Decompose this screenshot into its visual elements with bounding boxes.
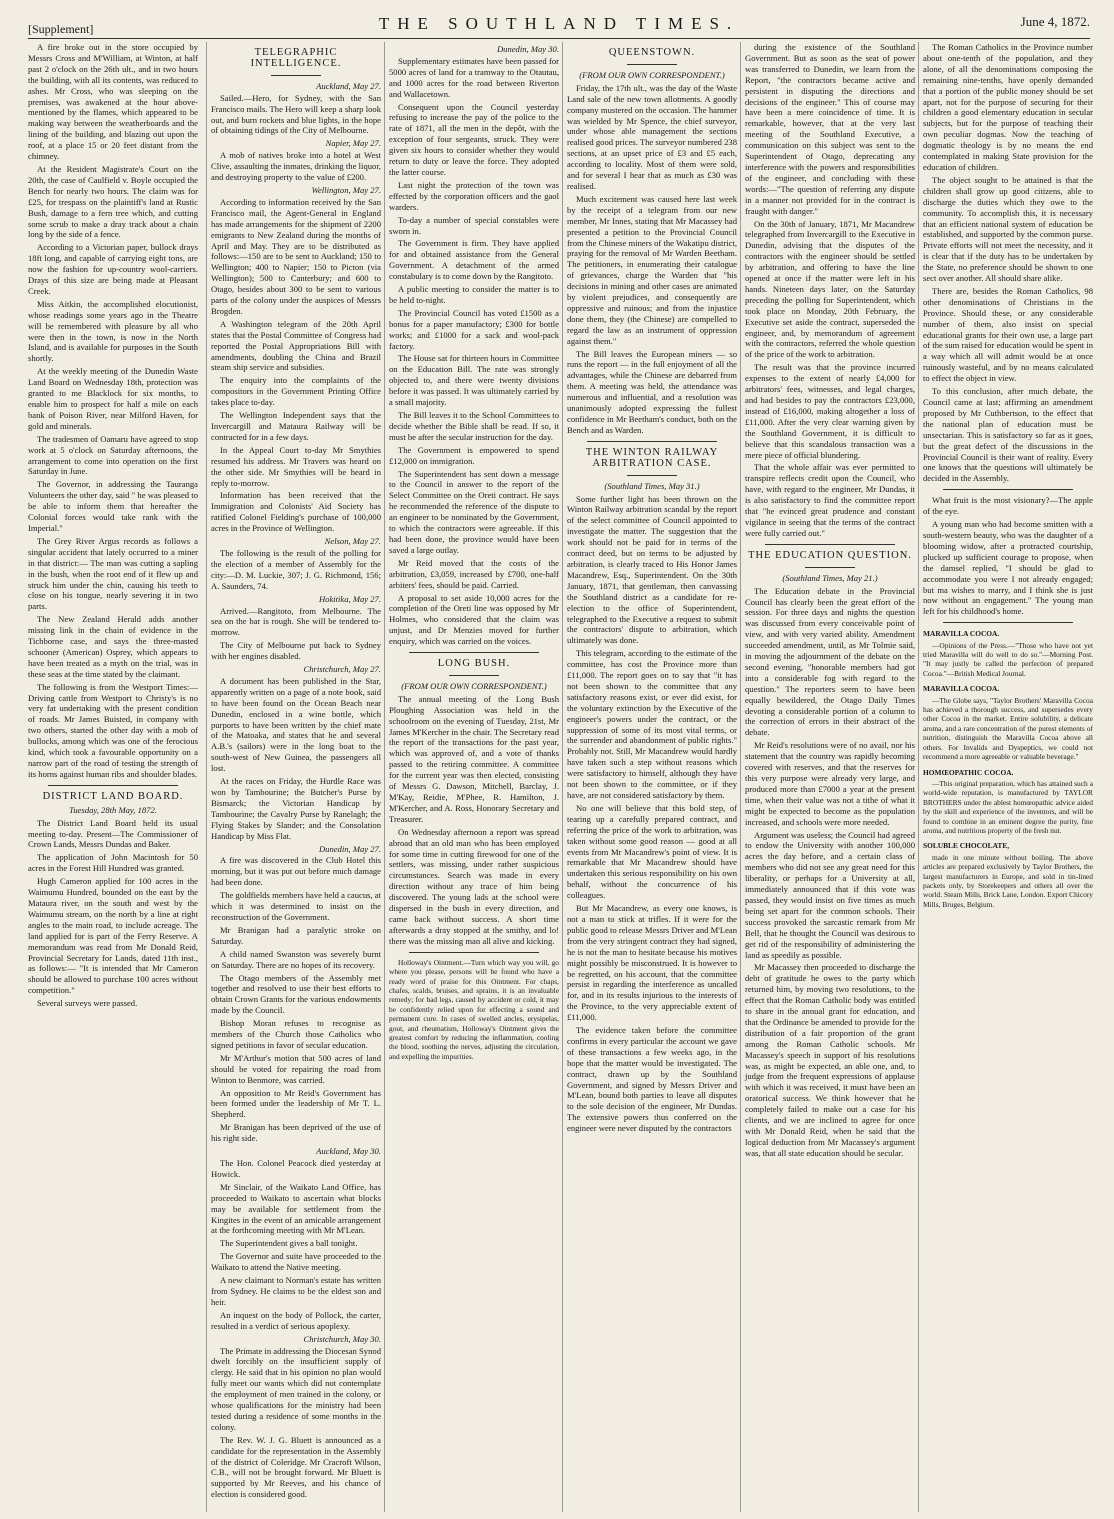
article-paragraph: On the 30th of January, 1871, Mr Macandrew telegraphed from Invercargill to the Executive in Dunedin, advising that the disputes of the contractors with the engineer should be settled by arbitration, and offering to have the line opened at once if the matter were left in his hands. Nineteen days later, on the Saturday preceding the polling for Superintendent, which took place on Monday, 20th February, the Executive set aside the contract, superseded the engineer, and, by memorandum of agreement with the contractors, referred the whole question of the price of the work to arbitration. <box>745 218 915 360</box>
section-divider <box>48 785 178 786</box>
article-paragraph: A mob of natives broke into a hotel at West Clive, assaulting the inmates, drinking the liquor, and destroying property to the value of £200. <box>211 150 381 183</box>
section-divider <box>943 489 1073 490</box>
article-paragraph: Mr Macassey then proceeded to discharge the debt of gratitude he owes to the party which returned him, by moving two resolutions, to the effect that the Roman Catholic body was entitled to share in the annual grant for education, and that the Ordinance be amended to provide for the distribution of a fair proportion of the grant among the Roman Catholic schools. Mr Macassey's speech in support of his resolutions was, as might be expected, an able one, and, to judge from the frequent expressions of applause with which it was received, it must have been an oratorical success. We think however that he completely failed to make out a case for his clients, and we are inclined to agree for once with Mr Donald Reid, when he said that the logical deduction from Mr Macassey's argument was, that all state education should be secular. <box>745 962 915 1158</box>
article-paragraph: The Grey River Argus records as follows a singular accident that lately occurred to a miner in that district:— The man was cutting a sapling in the bush, when the root end of it flew up and struck him under the chin, causing his teeth to close on his tongue, nearly severing it in two parts. <box>28 535 198 612</box>
page-columns <box>28 42 1093 1512</box>
section-divider <box>409 652 539 653</box>
article-paragraph: The Government is firm. They have applied for and obtained assistance from the General Government. A detachment of the armed constabulary is to come down by the Rangitoto. <box>389 238 559 282</box>
article-paragraph: A document has been published in the Star, apparently written on a page of a note book, said to have been found on the Ocean Beach near Dunedin, enclosed in a wine bottle, which purports to have been written by the chief mate of the Matoaka, and states that he and several A.B.'s (sailors) were in the long boat to the south-west of New Guinea, the passengers all lost. <box>211 675 381 774</box>
article-paragraph: Arrived.—Rangitoto, from Melbourne. The sea on the bar is rough. She will be tendered to-morrow. <box>211 605 381 638</box>
article-paragraph: The District Land Board held its usual meeting to-day. Present—The Commissioner of Crown Lands, Messrs Dundas and Baker. <box>28 817 198 850</box>
article-paragraph: Much excitement was caused here last week by the receipt of a telegram from our new member, Mr Innes, stating that Mr Macassey had presented a petition to the Provincial Council from the Chinese miners of the Wakatipu district, praying for the removal of Mr Warden Beetham. The petitioners, in enumerating their catalogue of grievances, charge the Warden that "his decisions in mining and other cases are animated by violent prejudices, and consequently are oppressive and ruinous; and from the injustice done them, they (the Chinese) are compelled to regard the law as an instrument of oppression against them." <box>567 193 737 346</box>
article-paragraph: A young man who had become smitten with a south-western beauty, who was the daughter of a blooming widow, after a protracted courtship, plucked up sufficient courage to propose, when the damsel replied, "I should be glad to accommodate you were I not already engaged; but ma wishes to marry, and I think she is just now without an engagement." The young man left for his childhood's home. <box>923 519 1093 617</box>
column-4 <box>562 42 737 1512</box>
article-paragraph: To this conclusion, after much debate, the Council came at last; affirming an amendment proposed by Mr Cuthbertson, to the effect that the national plan of education must be unsectarian. This is satisfactory so far as it goes, but the great defect of the discussions in the Provincial Council is their want of reality. Every one knows that the questions will ultimately be decided in the Assembly. <box>923 386 1093 484</box>
article-paragraph: The Wellington Independent says that the Invercargill and Mataura Railway will be contracted for in a few days. <box>211 410 381 442</box>
article-paragraph: A child named Swanston was severely burnt on Saturday. There are no hopes of its recovery. <box>211 948 381 970</box>
newspaper-title: THE SOUTHLAND TIMES. <box>378 14 740 33</box>
section-divider <box>271 75 321 76</box>
article-paragraph: The Otago members of the Assembly met together and resolved to use their best efforts to obtain Crown Grants for the various endowments made by the Council. <box>211 972 381 1016</box>
article-paragraph: No one will believe that this bold step, of tearing up a carefully prepared contract, and referring the price of the work to arbitration, was taken without some good reason — good at all events from Mr Macandrew's point of view. It is remarkable that Mr Macandrew should have undertaken this serious responsibility on his own behalf, without the concurrence of his colleagues. <box>567 802 737 901</box>
article-paragraph: The New Zealand Herald adds another missing link in the chain of evidence in the Tichborne case, and says the three-masted schooner (American) Osprey, which appears to have been treated as a myth on the trial, was in these seas at the time stated by the claimant. <box>28 614 198 679</box>
section-divider <box>587 441 717 442</box>
article-paragraph: What fruit is the most visionary?—The apple of the eye. <box>923 495 1093 517</box>
dateline: Dunedin, May 27. <box>318 843 381 854</box>
dateline: Nelson, May 27. <box>324 536 381 547</box>
article-paragraph: The Primate in addressing the Diocesan Synod dwelt forcibly on the insufficient supply of clergy. He said that in his opinion no plan would fully meet our wants which did not contemplate the employment of men trained in the colony, or whose qualifications for the ministry had been tested during a residence of some months in the colony. <box>211 1345 381 1432</box>
article-paragraph: Miss Aitkin, the accomplished elocutionist, whose readings some years ago in the Theatre will be remembered with pleasure by all who were then in the town, is now in the North Island, and is available for purposes in the South shortly. <box>28 298 198 364</box>
article-paragraph: Mr Branigan had a paralytic stroke on Saturday. <box>211 924 381 946</box>
advertisement-heading: SOLUBLE CHOCOLATE, <box>923 841 1010 851</box>
supplement-label: [Supplement] <box>28 22 94 36</box>
advertisement: Holloway's Ointment.—Turn which way you will, go where you please, persons will be found who have a ready word of praise for this Ointment. For chaps, chafes, scalds, bruises, and sprains, it is an invaluable remedy; for bad legs, caused by accident or cold, it may be confidently relied upon for effecting a sound and permanent cure. In cases of swelled ancles, erysipelas, gout, and rheumatism, Holloway's Ointment gives the greatest comfort by reducing the inflammation, cooling the blood, soothing the nerves, adjusting the circulation, and expelling the impurities. <box>389 957 559 1061</box>
article-paragraph: Several surveys were passed. <box>37 998 138 1009</box>
section-divider <box>627 475 677 476</box>
article-paragraph: The annual meeting of the Long Bush Ploughing Association was held in the schoolroom on the evening of Tuesday, 21st, Mr James M'Kercher in the chair. The Secretary read the report of the transactions for the past year, which was approved of, and a vote of thanks passed to the retiring committee. A committee for the current year was then elected, consisting of Messrs G. Dawson, Mitchell, Barclay, J. M'Kay, Reidie, M'Phee, R. Hamilton, J. M'Kercher, and A. Ross, Honorary Secretary and Treasurer. <box>389 693 559 824</box>
article-paragraph: The result was that the province incurred expenses to the extent of nearly £4,000 for arbitrators' fees, witnesses, and legal charges, and had besides to pay the contractors £23,000, instead of £16,000, making altogether a loss of £11,000. After the very clear warning given by the Southland Government, it is difficult to believe that this scandalous transaction was a mere piece of official blundering. <box>745 362 915 460</box>
article-paragraph: The tradesmen of Oamaru have agreed to stop work at 5 o'clock on Saturday afternoons, the arrangement to come into operation on the first Saturday in June. <box>28 433 198 477</box>
article-paragraph: But Mr Macandrew, as every one knows, is not a man to stick at trifles. If it were for the public good to release Messrs Driver and M'Lean from the very stringent contract they had signed, he is not the man to hesitate because his motives might possibly be misconstrued. It is however to be regretted, on his account, that the committee persist in regarding the interference as uncalled for, and in its results injurious to the interests of the Province, to the very appreciable extent of £11,000. <box>567 903 737 1023</box>
masthead <box>28 8 1090 39</box>
article-paragraph: The Provincial Council has voted £1500 as a bonus for a paper manufactory; £300 for bottle works; and £1000 for a sack and wool-pack factory. <box>389 307 559 351</box>
article-paragraph: The City of Melbourne put back to Sydney with her engines disabled. <box>211 640 381 662</box>
article-paragraph: Friday, the 17th ult., was the day of the Waste Land sale of the new town allotments. A goodly company mustered on the occasion. The hammer was wielded by Mr Spence, the chief surveyor, under whose able management the sections realised good prices. The surveyor numbered 238 sections, at an upset price of £3 and £5 each, according to locality. Most of them were sold, and for several I hear that as much as £30 was realised. <box>567 82 737 191</box>
dateline: Christchurch, May 27. <box>303 664 381 675</box>
article-paragraph: The application of John Macintosh for 50 acres in the Forest Hill Hundred was granted. <box>28 852 198 874</box>
section-divider <box>805 567 855 568</box>
article-paragraph: There are, besides the Roman Catholics, 98 other denominations of Christians in the Province. Should these, or any considerable number of them, also insist on special educational grants for their own use, a large part of the sum raised for education would be spent in a way which all will admit would be at once ruinously wasteful, and by no means calculated to effect the object in view. <box>923 285 1093 384</box>
article-paragraph: This telegram, according to the estimate of the committee, has cost the Province more than £11,000. The report goes on to say that "it has not been shown to the committee that any satisfactory reasons exist, or ever did exist, for the voluntary extinction by the Executive of the engineer's powers under the contract, or the suppression of some of its most vital terms, or the surrender and abandonment of public rights." Probably not. Still, Mr Macandrew would hardly have taken such a step without reasons which were satisfactory to himself, although they have not been shown to the committee, or if they have, are not considered satisfactory by them. <box>567 648 737 800</box>
article-paragraph: Mr Sinclair, of the Waikato Land Office, has proceeded to Waikato to ascertain what blocks may be available for settlement from the Kingites in the event of an amicable arrangement at the forthcoming meeting with Mr M'Lean. <box>211 1181 381 1236</box>
advertisement-heading: HOMŒOPATHIC COCOA. <box>923 767 1014 777</box>
article-paragraph: A new claimant to Norman's estate has written from Sydney. He claims to be the eldest son and heir. <box>211 1275 381 1307</box>
dateline: Hokitika, May 27. <box>318 593 381 604</box>
article-paragraph: Mr Reid moved that the costs of the arbitration, £3,059, increased by £700, one-half arbiters' fees, should be paid. Carried. <box>389 557 559 590</box>
section-heading: LONG BUSH. <box>437 658 511 670</box>
article-paragraph: The object sought to be attained is that the children shall grow up good citizens, able to discharge the duties which they owe to the community. To accomplish this, it is necessary that an efficient national system of education be established, and supported by the common purse. Private efforts will not meet the necessity, and it is clear that if the duty has to be undertaken by the State, no preference should be shown to one sect over another. All should share alike. <box>923 174 1093 284</box>
article-paragraph: Consequent upon the Council yesterday refusing to increase the pay of the police to the rate of 1871, all the men in the depôt, with the exception of four sergeants, struck. They were given six hours to consider whether they would return to duty or leave the force. They adopted the latter course. <box>389 101 559 177</box>
column-2 <box>206 42 381 1512</box>
correspondent-note: (FROM OUR OWN CORRESPONDENT.) <box>579 69 725 80</box>
article-paragraph: The Governor and suite have proceeded to the Waikato to attend the Native meeting. <box>211 1251 381 1273</box>
advertisement: —The Globe says, "Taylor Brothers' Maravilla Cocoa has achieved a thorough success, and supersedes every other Cocoa in the market. Entire solubility, a delicate aroma, and a rare concentration of the purest elements of nutrition, distinguish the Maravilla Cocoa above all others. For Invalids and Dyspeptics, we could not recommend a more agreeable or valuable beverage." <box>923 695 1093 762</box>
source-note: (Southland Times, May 31.) <box>604 480 700 491</box>
article-paragraph: The goldfields members have held a caucus, at which it was determined to insist on the reconstruction of the Government. <box>211 890 381 922</box>
article-paragraph: The Bill leaves the European miners — so runs the report — in the full enjoyment of all the advantages, while the Chinese are debarred from them. A meeting was held, the attendance was numerous and influential, and a resolution was unanimously adopted expressing the fullest confidence in Mr Beetham's conduct, both on the Bench and as Warden. <box>567 348 737 435</box>
article-paragraph: The evidence taken before the committee confirms in every particular the account we gave of these transactions a few weeks ago, in the hope that the matter would be investigated. The contract, drawn up by the Southland Government, and signed by Messrs Driver and M'Lean, bound both parties to leave all disputes to the sole decision of the engineer, Mr Dundas. The extensive powers thus conferred on the engineer were never disputed by the contractors <box>567 1025 737 1134</box>
article-paragraph: Last night the protection of the town was effected by the corporation officers and the gaol warders. <box>389 179 559 212</box>
advertisement: —Opinions of the Press.—"Those who have not yet tried Maravilla will do well to do so."—Morning Post. "It may justly be called the perfection of prepared Cocoa."—British Medical Journal. <box>923 640 1093 678</box>
article-paragraph: A Washington telegram of the 20th April states that the Postal Committee of Congress had reported the Postal Appropriations Bill with amendments, doubling the China and Brazil steam ship service and subsidies. <box>211 318 381 373</box>
dateline: Dunedin, May 30. <box>496 44 559 54</box>
article-paragraph: The Hon. Colonel Peacock died yesterday at Howick. <box>211 1158 381 1179</box>
section-heading: DISTRICT LAND BOARD. <box>42 790 184 802</box>
advertisement: —This original preparation, which has attained such a world-wide reputation, is manufactured by TAYLOR BROTHERS under the ablest homœopathic advice aided by the skill and experience of the inventors, and will be found to combine in an eminent degree the purity, fine aroma, and nutritious property of the fresh nut. <box>923 778 1093 835</box>
article-paragraph: Some further light has been thrown on the Winton Railway arbitration scandal by the report of the select committee of Council appointed to investigate the matter. The suggestion that the work should not be paid for in terms of the contract deed, but on terms to be adjusted by arbitration, is clearly traced to His Honor James Macandrew, Esq., Superintendent. On the 30th January, 1871, that gentleman, then canvassing the Southland district as a candidate for re-election to the office of Superintendent, telegraphed to the Executive a request to submit the contractors' dispute to arbitration, which ultimately was done. <box>567 493 737 646</box>
article-paragraph: On Wednesday afternoon a report was spread abroad that an old man who has been employed for some time in cutting firewood for one of the settlers, was missing, under rather suspicious circumstances. Search was made in every direction without any trace of him being discovered. The young lads at the school were dispersed in the bush in every direction, and came back without success. A short time afterwards a dray stopped at the smithy, and lo! there was the missing man all alive and kicking. <box>389 826 559 946</box>
advertisement-heading: MARAVILLA COCOA. <box>923 684 1000 694</box>
section-divider <box>409 952 539 953</box>
article-paragraph: In the Appeal Court to-day Mr Smythies resumed his address. Mr Travers was heard on the other side. Mr Smythies will be heard in reply to-morrow. <box>211 444 381 488</box>
correspondent-note: (FROM OUR OWN CORRESPONDENT.) <box>401 680 547 691</box>
advertisement: made in one minute without boiling. The above articles are prepared exclusively by Taylor Brothers, the largest manufacturers in Europe, and sold in tin-lined packets only, by Storekeepers and others all over the world. Steam Mills, Brick Lane, London. Export Chicory Mills, Bruges, Belgium. <box>923 852 1093 909</box>
article-paragraph: Argument was useless; the Council had agreed to endow the University with another 100,000 acres the day before, and a certain class of members who did not see any great need for this liberality, or perhaps for a University at all, immediately announced that if this vote was passed, they would insist on five times as much being set apart for the common schools. Their success provoked the sarcastic remark from Mr Bell, that he thought the Council was desirous to get rid of the responsibility of administering the land as speedily as possible. <box>745 829 915 960</box>
article-paragraph: The Education debate in the Provincial Council has clearly been the great effort of the session. For three days and nights the question was discussed from every conceivable point of view, and with very varied ability. Amendment succeeded amendment, until, as Mr Tolmie said, in moving the adjournment of the debate on the second evening, "honorable members had got into a considerable fog with regard to the question." The reporters seem to have been equally bewildered, the Otago Daily Times devoting a considerable portion of a column to the correction of errors in their abstract of the debate. <box>745 585 915 738</box>
column-3 <box>384 42 559 1512</box>
dateline: Auckland, May 30. <box>316 1146 381 1157</box>
article-paragraph: The Superintendent gives a ball tonight. <box>220 1238 358 1249</box>
dateline: Napier, May 27. <box>325 138 381 149</box>
article-paragraph: Hugh Cameron applied for 100 acres in the Waimumu Hundred, bounded on the east by the Mataura river, on the south and west by the Waimumu stream, on the north by a line at right angles to the main road, to include acreage. The land applied for is part of the Ferry Reserve. A memorandum was read from Mr Donald Reid, Provincial Secretary for Lands, dated 11th inst., as follows:— "It is intended that Mr Cameron should be allowed to purchase 100 acres without competition." <box>28 876 198 996</box>
section-heading: TELEGRAPHIC INTELLIGENCE. <box>250 47 342 69</box>
article-paragraph: At the Resident Magistrate's Court on the 20th, the case of Caulfield v. Boyle occupied the Bench for nearly two hours. The claim was for £25, for trespass on the plaintiff's land at Rustic Bush, damage to a fern tree which, and cutting some scrub to make a dray track about a chain long by the side of a fence. <box>28 163 198 240</box>
article-paragraph: The Government is empowered to spend £12,000 on immigration. <box>389 444 559 466</box>
article-paragraph: Mr M'Arthur's motion that 500 acres of land should be voted for repairing the road from Winton to Benmore, was carried. <box>211 1052 381 1085</box>
article-paragraph: The House sat for thirteen hours in Committee on the Education Bill. The rate was strongly objected to, and there were twenty divisions before it was passed. It was ultimately carried by a small majority. <box>389 353 559 408</box>
section-divider <box>943 622 1073 623</box>
article-paragraph: The Superintendent has sent down a message to the Council in answer to the report of the Select Committee on the Oreti contract. He says he recommended the reference of the dispute to an engineer to be nominated by the Government, to which the contractors were agreeable. If this had been done, the province would have been saved a large outlay. <box>389 468 559 555</box>
article-paragraph: Bishop Moran refuses to recognise as members of the Church those Catholics who signed petitions in favor of secular education. <box>211 1018 381 1050</box>
article-paragraph: during the existence of the Southland Government. But as soon as the seat of power was transferred to Dunedin, we learn from the Report, "the contractors became active and persistent in disputing the directions and decisions of the engineer." This of course may have been a mere coincidence of time. It is remarkable, however, that at the very last meeting of the Southland Executive, a communication on this subject was sent to the Superintendent of Otago, deprecating any interference with the powers and responsibilities of the engineer, and concluding with these words:—"The question of referring any dispute in a manner not provided for in the contract is fraught with danger." <box>745 42 915 216</box>
article-paragraph: That the whole affair was ever permitted to transpire reflects credit upon the Council, who have, with regard to the engineer, Mr Dundas, it is also satisfactory to find the committee report that "he evinced great prudence and constant vigilance in seeing that the terms of the contract were fully carried out." <box>745 462 915 538</box>
dateline: Wellington, May 27. <box>311 184 381 195</box>
section-divider <box>627 64 677 65</box>
article-paragraph: A fire broke out in the store occupied by Messrs Cross and M'William, at Winton, at half past 2 o'clock on the 26th ult., and in two hours the building, with all its contents, was reduced to ashes. Mr Cross, who was sleeping on the premises, was awakened at the hour above-mentioned by the flames, which appeared to be making way between the weatherboards and the lining of the building, and blazing out upon the roof, at a place 15 or 20 feet distant from the chimney. <box>28 42 198 162</box>
dateline: Auckland, May 27. <box>316 80 381 91</box>
article-paragraph: To-day a number of special constables were sworn in. <box>389 214 559 236</box>
article-paragraph: The Bill leaves it to the School Committees to decide whether the Bible shall be read. If so, it must be after the secular instruction for the day. <box>389 410 559 442</box>
source-note: (Southland Times, May 21.) <box>782 572 878 583</box>
section-heading: THE WINTON RAILWAY ARBITRATION CASE. <box>585 446 719 469</box>
section-divider <box>449 675 499 676</box>
article-paragraph: At the weekly meeting of the Dunedin Waste Land Board on Wednesday 18th, protection was granted to me Blacklock for six months, to enable him to prospect for half a mile on each bank of Poison River, near Milford Haven, for gold and minerals. <box>28 366 198 431</box>
section-heading: THE EDUCATION QUESTION. <box>748 549 912 561</box>
article-paragraph: A fire was discovered in the Club Hotel this morning, but it was put out before much damage had been done. <box>211 855 381 888</box>
column-5 <box>740 42 915 1512</box>
article-paragraph: A public meeting to consider the matter is to be held to-night. <box>389 284 559 305</box>
article-paragraph: Mr Reid's resolutions were of no avail, nor his statement that the country was rapidly becoming covered with reserves, and that the reserves for this very purpose were already very large, and produced more than £7000 a year at the present time, when their value was not a tithe of what it might be expected to become as the population increased, and schools were more needed. <box>745 740 915 827</box>
article-paragraph: The following is from the Westport Times:— Driving cattle from Westport to Christy's is no very fat undertaking with the present condition of roads. Mr James Buisted, in company with two others, started the other day with a mob of bullocks, among which was one of the ferocious kind, which took a favourable opportunity on a narrow part of the road of testing the strength of its horns against human ribs and shoulder blades. <box>28 681 198 779</box>
article-paragraph: A proposal to set aside 10,000 acres for the completion of the Oreti line was opposed by Mr Holmes, who considered that the claim was unjust, and Dr Menzies moved for further enquiry, which was carried on the voices. <box>389 592 559 647</box>
article-paragraph: Mr Branigan has been deprived of the use of his right side. <box>211 1122 381 1144</box>
article-paragraph: The Governor, in addressing the Tauranga Volunteers the other day, said " he was pleased to be able to inform them that hereafter the Colonial forces would take rank with the Imperial." <box>28 479 198 533</box>
column-6 <box>918 42 1093 1512</box>
section-divider <box>765 544 895 545</box>
section-date: Tuesday, 28th May, 1872. <box>69 804 157 815</box>
section-heading: QUEENSTOWN. <box>608 47 696 58</box>
article-paragraph: Supplementary estimates have been passed for 5000 acres of land for a tramway to the Otautau, and 1000 acres for the road between Riverton and Wallacetown. <box>389 55 559 99</box>
article-paragraph: According to a Victorian paper, bullock drays 18ft long, and capable of carrying eight tons, are now the fashion for up-country wool-carriers. Drays of this size are being made at Pleasant Creek. <box>28 242 198 296</box>
article-paragraph: Sailed.—Hero, for Sydney, with the San Francisco mails. The Hero will keep a sharp look out, and burn rockets and blue lights, in the hope of obtaining tidings of the City of Melbourne. <box>211 92 381 136</box>
article-paragraph: An inquest on the body of Pollock, the carter, resulted in a verdict of serious apoplexy. <box>211 1309 381 1331</box>
article-paragraph: The following is the result of the polling for the election of a member of Assembly for the city:—D. M. Luckie, 307; J. G. Richmond, 156; A. Saunders, 74. <box>211 547 381 591</box>
article-paragraph: At the races on Friday, the Hurdle Race was won by Tambourine; the Butcher's Purse by Bismarck; the Victorian Handicap by Tambourine; the Cavalry Purse by Ranelagh; the Flying Stakes by Slander; and the Consolation Handicap by Miss Flat. <box>211 776 381 841</box>
issue-date: June 4, 1872. <box>1020 14 1090 29</box>
advertisement-heading: MARAVILLA COCOA. <box>923 629 1000 639</box>
article-paragraph: The Rev. W. J. G. Bluett is announced as a candidate for the representation in the Assembly of the district of Coleridge. Mr Cracroft Wilson, C.B., will not be brought forward. Mr Bluett is supported by Mr Reeves, and his chance of election is considered good. <box>211 1434 381 1500</box>
article-paragraph: The enquiry into the complaints of the compositors in the Government Printing Office takes place to-day. <box>211 375 381 408</box>
column-1 <box>28 42 198 1512</box>
dateline: Christchurch, May 30. <box>303 1333 381 1344</box>
article-paragraph: Information has been received that the Immigration and Colonists' Aid Society has ratified Colonel Fielding's purchase of 100,000 acres in the Province of Wellington. <box>211 490 381 534</box>
article-paragraph: The Roman Catholics in the Province number about one-tenth of the population, and they alone, of all the denominations composing the remaining nine-tenths, have openly demanded that a portion of the public money should be set apart, not for the purpose of securing for their children a good elementary education in secular subjects, but for the purpose of teaching their own peculiar dogmas. Now the teaching of dogmatic theology is by no means the end contemplated in making State provision for the education of children. <box>923 42 1093 172</box>
article-paragraph: According to information received by the San Francisco mail, the Agent-General in England has made arrangements for the shipment of 2200 emigrants to New Zealand during the months of April and May. They are to be distributed as follows:—150 are to be sent to Auckland; 150 to Wellington; 400 to Napier; 150 to Picton (via Wellington); 500 to Canterbury; and 600 to Otago, besides about 300 to be sent to various parts of the colony under the auspices of Messrs Brogden. <box>211 196 381 316</box>
article-paragraph: An opposition to Mr Reid's Government has been formed under the leadership of Mr T. L. Shepherd. <box>211 1087 381 1120</box>
